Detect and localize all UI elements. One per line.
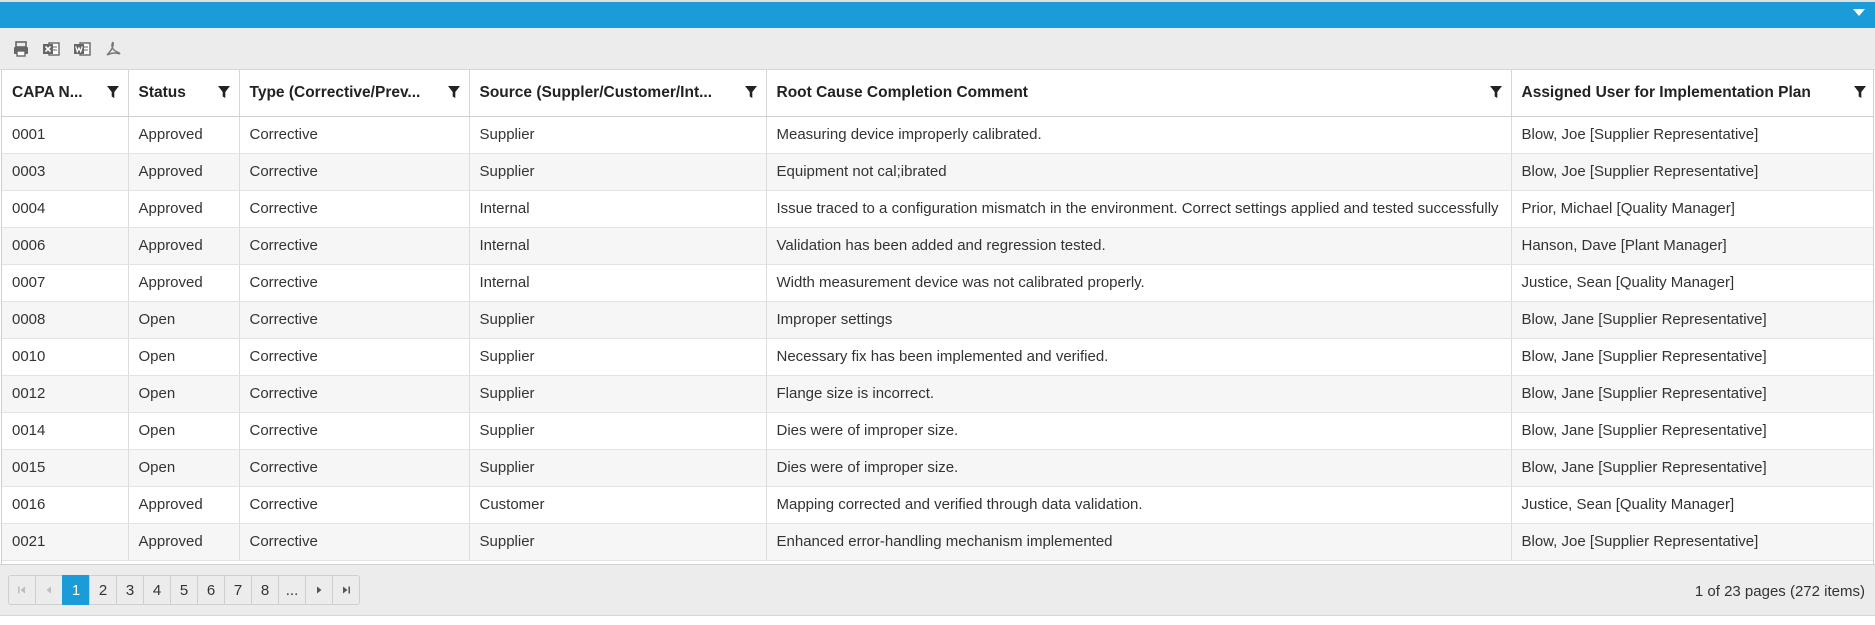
column-header-label: Source (Suppler/Customer/Int... [479,83,713,101]
table-cell: Supplier [469,301,766,338]
table-cell: Equipment not cal;ibrated [766,153,1511,190]
header-bar [0,0,1875,28]
table-cell: Hanson, Dave [Plant Manager] [1511,227,1874,264]
table-row[interactable] [2,449,1874,486]
table-cell: Open [128,412,239,449]
table-cell: 0006 [2,227,128,264]
collapse-arrow-icon[interactable] [1853,9,1865,16]
table-cell: Open [128,449,239,486]
first-page-icon [17,585,27,595]
page-button[interactable]: 7 [224,575,252,605]
prev-page-icon [44,585,54,595]
table-cell: Approved [128,486,239,523]
table-header-row [2,70,1874,116]
table-cell: Blow, Joe [Supplier Representative] [1511,523,1874,560]
table-cell: Justice, Sean [Quality Manager] [1511,486,1874,523]
column-header[interactable] [239,70,469,116]
table-row[interactable] [2,301,1874,338]
table-row[interactable] [2,116,1874,153]
table-cell: 0004 [2,190,128,227]
page-button[interactable]: 1 [62,575,90,605]
table-cell: 0001 [2,116,128,153]
filter-icon[interactable] [1853,85,1867,99]
table-cell: 0003 [2,153,128,190]
table-cell: Approved [128,190,239,227]
column-header[interactable] [1511,70,1874,116]
table-cell: Supplier [469,523,766,560]
export-toolbar [0,28,1875,70]
page-button[interactable]: 5 [170,575,198,605]
filter-icon[interactable] [106,85,120,99]
table-cell: 0007 [2,264,128,301]
pager-buttons [8,575,360,605]
table-cell: Approved [128,523,239,560]
filter-icon[interactable] [447,85,461,99]
table-row[interactable] [2,486,1874,523]
filter-icon[interactable] [744,85,758,99]
table-cell: Corrective [239,449,469,486]
table-cell: Blow, Joe [Supplier Representative] [1511,153,1874,190]
table-cell: Measuring device improperly calibrated. [766,116,1511,153]
table-cell: Approved [128,264,239,301]
word-icon[interactable] [72,39,92,59]
table-cell: Corrective [239,190,469,227]
table-cell: Open [128,375,239,412]
pdf-icon[interactable] [103,39,123,59]
column-header-label: CAPA N... [12,83,83,101]
next-page-icon [314,585,324,595]
table-cell: Supplier [469,375,766,412]
table-cell: Blow, Jane [Supplier Representative] [1511,301,1874,338]
table-cell: Corrective [239,486,469,523]
table-cell: 0021 [2,523,128,560]
table-row[interactable] [2,153,1874,190]
table-cell: Customer [469,486,766,523]
last-page-icon [341,585,351,595]
column-header-label: Type (Corrective/Prev... [249,83,421,101]
table-cell: Prior, Michael [Quality Manager] [1511,190,1874,227]
table-cell: Corrective [239,227,469,264]
pager [0,564,1875,616]
column-header[interactable] [766,70,1511,116]
next-page-button[interactable] [305,575,333,605]
table-cell: Validation has been added and regression tested. [766,227,1511,264]
table-cell: Dies were of improper size. [766,412,1511,449]
page-button[interactable]: 2 [89,575,117,605]
table-body [2,116,1874,560]
column-header-label: Status [138,83,186,101]
table-cell: Supplier [469,338,766,375]
pager-info: 1 of 23 pages (272 items) [1694,583,1865,600]
table-cell: Approved [128,227,239,264]
table-row[interactable] [2,338,1874,375]
table-cell: 0012 [2,375,128,412]
table-row[interactable] [2,523,1874,560]
filter-icon[interactable] [217,85,231,99]
table-row[interactable] [2,264,1874,301]
table-cell: Improper settings [766,301,1511,338]
table-cell: Justice, Sean [Quality Manager] [1511,264,1874,301]
table-cell: Corrective [239,301,469,338]
table-cell: Supplier [469,449,766,486]
table-row[interactable] [2,412,1874,449]
table-cell: Width measurement device was not calibrated properly. [766,264,1511,301]
column-header[interactable] [128,70,239,116]
table-cell: 0014 [2,412,128,449]
table-cell: Mapping corrected and verified through data validation. [766,486,1511,523]
page-button[interactable]: 6 [197,575,225,605]
table-cell: Internal [469,190,766,227]
capa-grid [1,70,1874,564]
excel-icon[interactable] [41,39,61,59]
table-row[interactable] [2,375,1874,412]
first-page-button[interactable] [8,575,36,605]
table-cell: Internal [469,227,766,264]
table-cell: 0010 [2,338,128,375]
filter-icon[interactable] [1489,85,1503,99]
prev-page-button[interactable] [35,575,63,605]
table-cell: Open [128,301,239,338]
table-cell: Corrective [239,523,469,560]
page-button[interactable]: 8 [251,575,279,605]
column-header-label: Assigned User for Implementation Plan [1521,83,1811,101]
table-cell: Issue traced to a configuration mismatch in the environment. Correct settings applied and tested successfully [766,190,1511,227]
table-cell: Approved [128,153,239,190]
table-cell: Dies were of improper size. [766,449,1511,486]
table-cell: Flange size is incorrect. [766,375,1511,412]
column-header[interactable] [2,70,128,116]
table-cell: Corrective [239,375,469,412]
page-button[interactable]: 3 [116,575,144,605]
table-cell: Supplier [469,116,766,153]
table-cell: Necessary fix has been implemented and verified. [766,338,1511,375]
column-header[interactable] [469,70,766,116]
table-cell: Blow, Jane [Supplier Representative] [1511,375,1874,412]
last-page-button[interactable] [332,575,360,605]
table-cell: Blow, Joe [Supplier Representative] [1511,116,1874,153]
capa-table [2,70,1874,561]
table-cell: Enhanced error-handling mechanism implemented [766,523,1511,560]
table-row[interactable] [2,227,1874,264]
table-cell: Corrective [239,153,469,190]
page-button[interactable]: 4 [143,575,171,605]
table-cell: Corrective [239,264,469,301]
table-cell: Corrective [239,116,469,153]
table-cell: Open [128,338,239,375]
table-cell: Internal [469,264,766,301]
column-header-label: Root Cause Completion Comment [776,83,1028,101]
table-row[interactable] [2,190,1874,227]
table-cell: Supplier [469,153,766,190]
more-pages-button[interactable]: ... [278,575,306,605]
table-cell: Blow, Jane [Supplier Representative] [1511,412,1874,449]
table-cell: 0015 [2,449,128,486]
table-cell: Supplier [469,412,766,449]
table-cell: Blow, Jane [Supplier Representative] [1511,449,1874,486]
print-icon[interactable] [11,39,31,59]
table-cell: 0016 [2,486,128,523]
table-cell: Blow, Jane [Supplier Representative] [1511,338,1874,375]
table-cell: Approved [128,116,239,153]
table-cell: Corrective [239,338,469,375]
table-cell: Corrective [239,412,469,449]
table-cell: 0008 [2,301,128,338]
